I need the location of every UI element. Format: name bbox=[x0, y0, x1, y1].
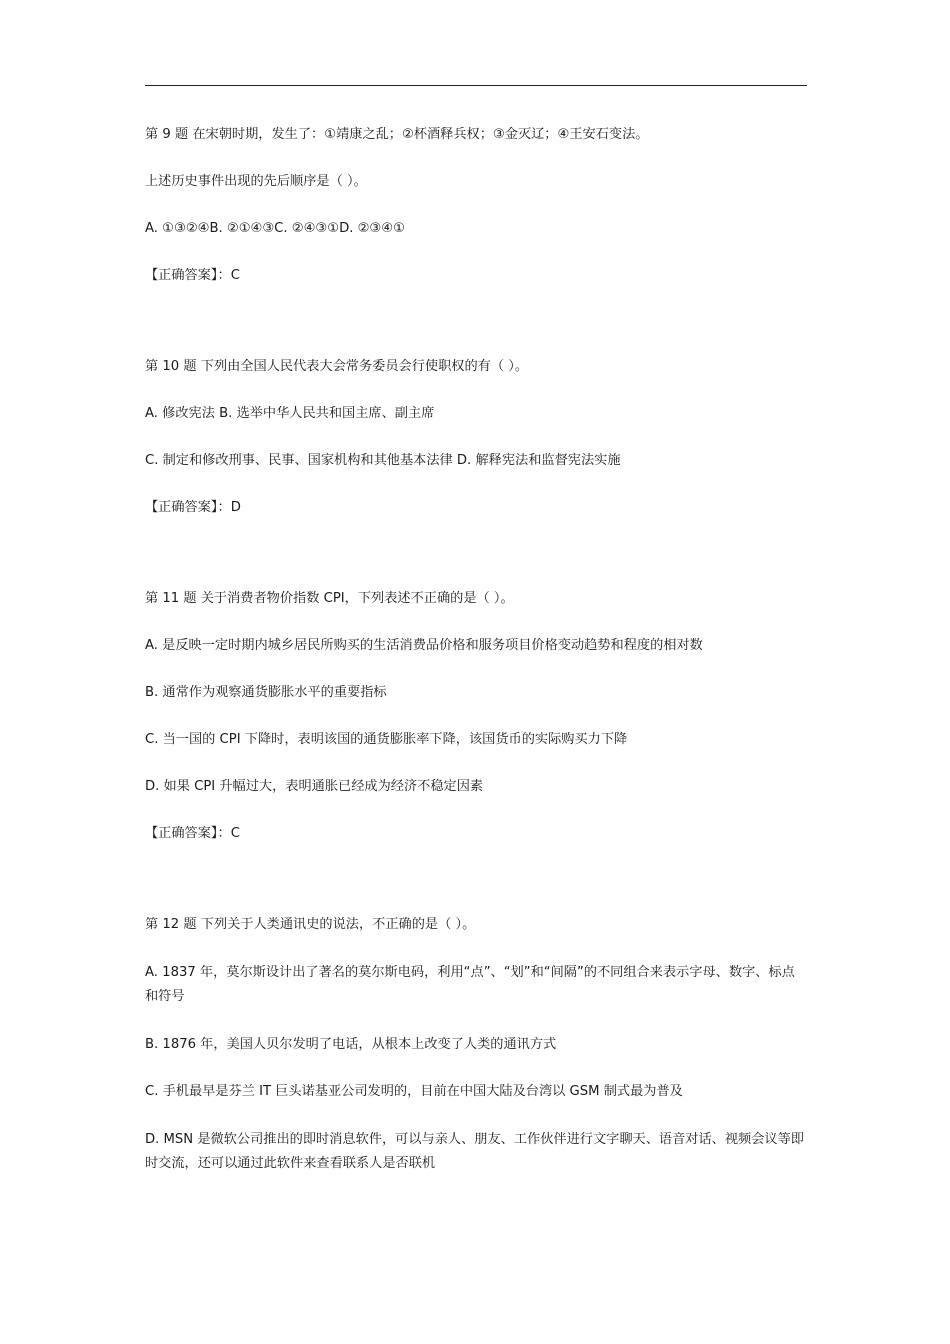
answer-option-a: A. 1837 年，莫尔斯设计出了著名的莫尔斯电码，利用“点”、“划”和“间隔”的不同组合来表示字母、数字、标点和符号 bbox=[145, 965, 795, 1004]
question-stem: 第 9 题 在宋朝时期，发生了：①靖康之乱；②杯酒释兵权；③金灭辽；④王安石变法。 bbox=[145, 127, 649, 142]
question-9 bbox=[145, 124, 807, 287]
correct-answer: 【正确答案】：C bbox=[145, 268, 240, 283]
question-11 bbox=[145, 588, 807, 845]
answer-option-b: B. 1876 年，美国人贝尔发明了电话，从根本上改变了人类的通讯方式 bbox=[145, 1037, 557, 1052]
document-page bbox=[145, 0, 807, 1344]
answer-option-d: D. MSN 是微软公司推出的即时消息软件，可以与亲人、朋友、工作伙伴进行文字聊天、语音对话、视频会议等即时交流，还可以通过此软件来查看联系人是否联机 bbox=[145, 1132, 804, 1171]
correct-answer: 【正确答案】：C bbox=[145, 826, 240, 841]
question-text: 上述历史事件出现的先后顺序是（ ）。 bbox=[145, 174, 367, 189]
answer-option-c: C. 当一国的 CPI 下降时，表明该国的通货膨胀率下降，该国货币的实际购买力下降 bbox=[145, 732, 628, 747]
question-spacer bbox=[145, 870, 807, 914]
question-spacer bbox=[145, 544, 807, 588]
answer-option-a: A. 是反映一定时期内城乡居民所购买的生活消费品价格和服务项目价格变动趋势和程度的相对数 bbox=[145, 638, 703, 653]
question-stem: 第 12 题 下列关于人类通讯史的说法，不正确的是（ ）。 bbox=[145, 917, 476, 932]
answer-option-line: C. 制定和修改刑事、民事、国家机构和其他基本法律 D. 解释宪法和监督宪法实施 bbox=[145, 453, 621, 468]
answer-option-line: A. 修改宪法 B. 选举中华人民共和国主席、副主席 bbox=[145, 406, 435, 421]
question-spacer bbox=[145, 312, 807, 356]
question-stem: 第 11 题 关于消费者物价指数 CPI，下列表述不正确的是（ ）。 bbox=[145, 591, 514, 606]
answer-option-c: C. 手机最早是芬兰 IT 巨头诺基亚公司发明的，目前在中国大陆及台湾以 GSM 制式最为普及 bbox=[145, 1084, 683, 1099]
answer-option-b: B. 通常作为观察通货膨胀水平的重要指标 bbox=[145, 685, 387, 700]
question-10 bbox=[145, 356, 807, 519]
question-list bbox=[145, 124, 807, 1201]
answer-option-d: D. 如果 CPI 升幅过大，表明通胀已经成为经济不稳定因素 bbox=[145, 779, 484, 794]
question-stem: 第 10 题 下列由全国人民代表大会常务委员会行使职权的有（ ）。 bbox=[145, 359, 529, 374]
header-rule bbox=[145, 85, 807, 86]
question-12 bbox=[145, 914, 807, 1176]
answer-options: A. ①③②④B. ②①④③C. ②④③①D. ②③④① bbox=[145, 221, 405, 236]
correct-answer: 【正确答案】：D bbox=[145, 500, 241, 515]
